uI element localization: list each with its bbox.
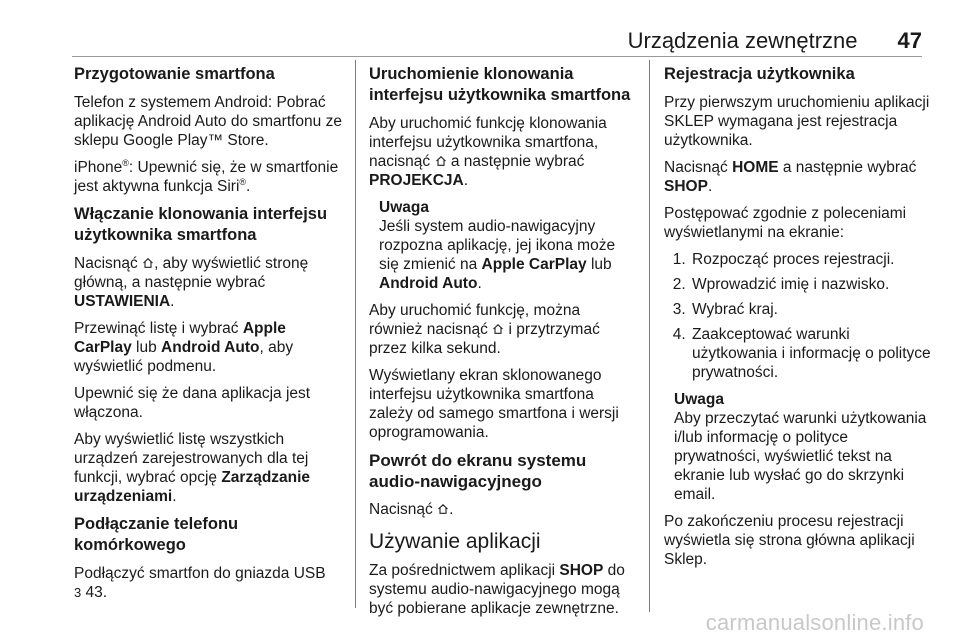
paragraph-press-home-shop: Nacisnąć HOME a następnie wybrać SHOP. [664,159,917,195]
home-icon [437,503,449,515]
list-item: 4. Zaakceptować warunki użytkowania i informację o polityce prywatności. [690,325,934,382]
paragraph-check-enabled: Upewnić się że dana aplikacja jest włączona. [74,385,311,421]
paragraph-after-registration: Po zakończeniu procesu rejestracji wyświetla się strona główna aplikacji Sklep. [664,513,915,568]
column-3 [664,64,934,577]
paragraph-android: Telefon z systemem Android: Pobrać aplikację Android Auto do smartfonu ze sklepu Google Play™ Store. [74,94,342,149]
home-icon [142,257,154,269]
paragraph-return: Nacisnąć . [369,501,454,518]
column-1 [74,64,344,610]
paragraph-device-list: Aby wyświetlić listę wszystkich urządzeń zarejestrowanych dla tej funkcji, wybrać opcję Zarządzanie urządzeniami. [74,431,311,505]
paragraph-press-hold: Aby uruchomić funkcję, można również nacisnąć i przytrzymać przez kilka sekund. [369,302,600,357]
heading-smartphone-prep: Przygotowanie smartfona [74,65,275,83]
paragraph-connect-usb: Podłączyć smartfon do gniazda USB 3 43. [74,565,326,601]
reference-arrow-icon: 3 [74,585,82,600]
paragraph-iphone: iPhone®: Upewnić się, że w smartfonie jest aktywna funkcja Siri®. [74,157,339,195]
section-title: Urządzenia zewnętrzne [627,28,858,53]
list-item: 1. Rozpocząć proces rejestracji. [690,250,934,269]
page-header [72,26,922,57]
registration-steps [664,250,934,382]
note-title: Uwaga [674,391,724,408]
home-icon [492,323,504,335]
note-icon-change: Uwaga Jeśli system audio-nawigacyjny rozpozna aplikację, jej ikona może się zmienić na Apple CarPlay lub Android Auto. [379,198,635,293]
note-terms: Uwaga Aby przeczytać warunki użytkowania i/lub informację o polityce prywatności, wyświetlić tekst na ekranie lub wysłać go do skrzynki email. [674,390,934,504]
paragraph-launch: Aby uruchomić funkcję klonowania interfejsu użytkownika smartfona, nacisnąć a następnie wybrać PROJEKCJA. [369,115,607,189]
home-icon [435,155,447,167]
list-item: 2. Wprowadzić imię i nazwisko. [690,275,934,294]
heading-return-to-system: Powrót do ekranu systemu audio-nawigacyjnego [369,451,587,491]
paragraph-follow-instructions: Postępować zgodnie z poleceniami wyświetlanymi na ekranie: [664,205,907,241]
paragraph-first-launch: Przy pierwszym uruchomieniu aplikacji SKLEP wymagana jest rejestracja użytkownika. [664,94,930,149]
watermark: carmanualsonline.info [705,610,924,635]
list-item: 3. Wybrać kraj. [690,300,934,319]
column-divider [649,60,650,612]
column-2 [369,64,635,626]
heading-user-registration: Rejestracja użytkownika [664,65,855,83]
heading-using-apps: Używanie aplikacji [369,530,541,553]
heading-connect-phone: Podłączanie telefonu komórkowego [74,515,239,554]
paragraph-scroll-list: Przewinąć listę i wybrać Apple CarPlay lub Android Auto, aby wyświetlić podmenu. [74,320,294,375]
paragraph-display-depends: Wyświetlany ekran sklonowanego interfejsu użytkownika smartfona zależy od samego smartfona i wersji oprogramowania. [369,367,619,441]
heading-enable-projection: Włączanie klonowania interfejsu użytkownika smartfona [74,205,328,244]
column-divider [355,60,356,608]
page-number: 47 [897,28,922,53]
paragraph-press-home: Nacisnąć , aby wyświetlić stronę główną, a następnie wybrać USTAWIENIA. [74,255,309,310]
note-title: Uwaga [379,199,429,216]
paragraph-apps: Za pośrednictwem aplikacji SHOP do systemu audio-nawigacyjnego mogą być pobierane aplikacje zewnętrzne. [369,562,625,617]
heading-launch-projection: Uruchomienie klonowania interfejsu użytkownika smartfona [369,65,631,104]
